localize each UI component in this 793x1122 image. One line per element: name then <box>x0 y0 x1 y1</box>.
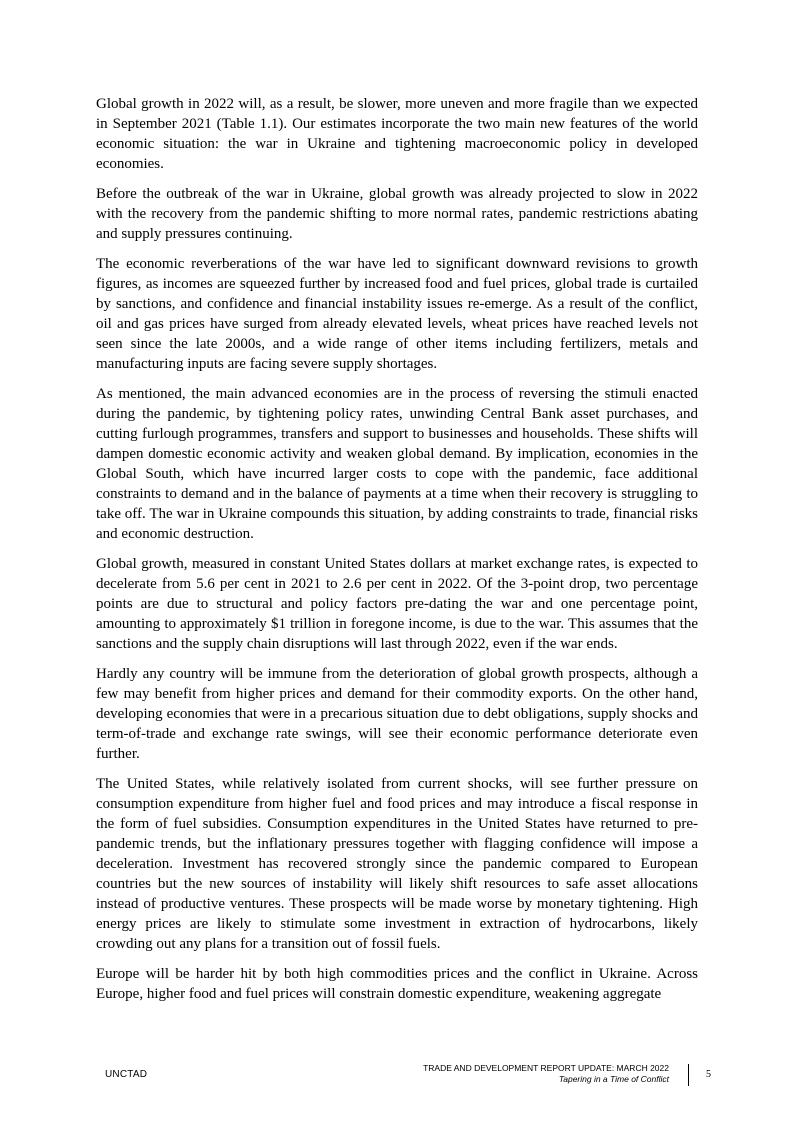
paragraph: The United States, while relatively isolated from current shocks, will see further pressure on consumption expenditure from higher fuel and food prices and may introduce a fiscal response in the form of fuel subsidies. Consumption expenditures in the United States have returned to pre-pandemic trends, but the inflationary pressures together with flagging confidence will impose a deceleration. Investment has recovered strongly since the pandemic compared to European countries but the new sources of instability will likely shift resources to safe asset allocations instead of productive ventures. These prospects will be made worse by monetary tightening. High energy prices are likely to stimulate some investment in extraction of hydrocarbons, likely crowding out any plans for a transition out of fossil fuels. <box>96 776 698 952</box>
paragraph: Global growth in 2022 will, as a result, be slower, more uneven and more fragile than we expected in September 2021 (Table 1.1). Our estimates incorporate the two main new features of the world economic situation: the war in Ukraine and tightening macroeconomic policy in developed economies. <box>96 96 698 172</box>
footer-report-info <box>423 1063 669 1085</box>
paragraph: Hardly any country will be immune from the deterioration of global growth prospects, although a few may benefit from higher prices and demand for their commodity exports. On the other hand, developing economies that were in a precarious situation due to debt obligations, supply shocks and term-of-trade and exchange rate swings, will see their economic performance deteriorate even further. <box>96 666 698 762</box>
footer-org: UNCTAD <box>105 1069 148 1080</box>
footer-report-title: TRADE AND DEVELOPMENT REPORT UPDATE: MARCH 2022 <box>423 1063 669 1073</box>
footer-divider <box>688 1064 689 1086</box>
paragraph: Before the outbreak of the war in Ukraine, global growth was already projected to slow in 2022 with the recovery from the pandemic shifting to more normal rates, pandemic restrictions abating and supply pressures continuing. <box>96 186 698 242</box>
paragraph: Global growth, measured in constant United States dollars at market exchange rates, is expected to decelerate from 5.6 per cent in 2021 to 2.6 per cent in 2022. Of the 3-point drop, two percentage points are due to structural and policy factors pre-dating the war and one percentage point, amounting to approximately $1 trillion in foregone income, is due to the war. This assumes that the sanctions and the supply chain disruptions will last through 2022, even if the war ends. <box>96 556 698 652</box>
page-body <box>96 94 698 1014</box>
paragraph: As mentioned, the main advanced economies are in the process of reversing the stimuli enacted during the pandemic, by tightening policy rates, unwinding Central Bank asset purchases, and cutting furlough programmes, transfers and support to businesses and households. These shifts will dampen domestic economic activity and weaken global demand. By implication, economies in the Global South, which have incurred larger costs to cope with the pandemic, face additional constraints to demand and in the balance of payments at a time when their recovery is struggling to take off. The war in Ukraine compounds this situation, by adding constraints to trade, financial risks and economic destruction. <box>96 386 698 542</box>
paragraph: The economic reverberations of the war have led to significant downward revisions to growth figures, as incomes are squeezed further by increased food and fuel prices, global trade is curtailed by sanctions, and confidence and financial instability issues re-emerge. As a result of the conflict, oil and gas prices have surged from already elevated levels, wheat prices have reached levels not seen since the late 2000s, and a wide range of other items including fertilizers, metals and manufacturing inputs are facing severe supply shortages. <box>96 256 698 372</box>
page-number: 5 <box>706 1069 711 1080</box>
paragraph: Europe will be harder hit by both high commodities prices and the conflict in Ukraine. Across Europe, higher food and fuel prices will constrain domestic expenditure, weakening aggregate <box>96 966 698 1002</box>
footer-report-subtitle: Tapering in a Time of Conflict <box>558 1074 669 1084</box>
